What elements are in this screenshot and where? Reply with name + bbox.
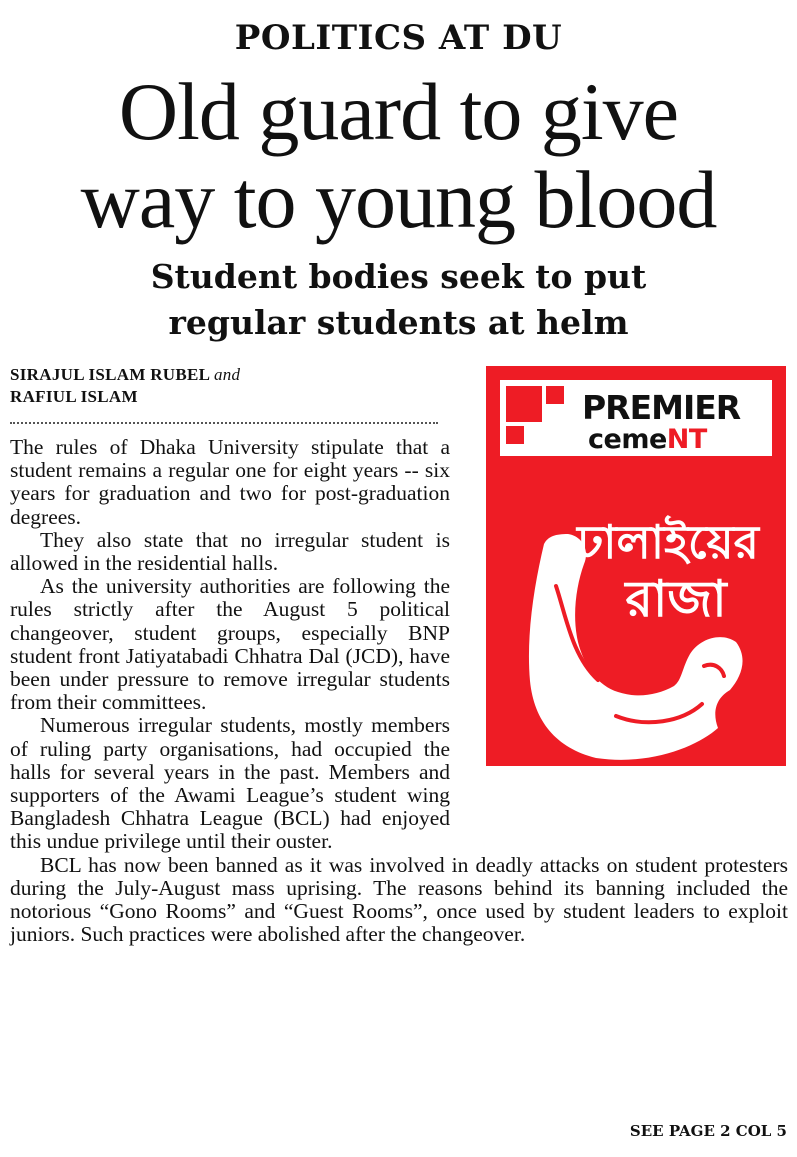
logo-square-large: [506, 386, 542, 422]
logo-square-left: [506, 426, 524, 444]
continuation-note: SEE PAGE 2 COL 5: [629, 1122, 787, 1140]
byline-author-2: RAFIUL ISLAM: [10, 387, 138, 406]
paragraph-5: BCL has now been banned as it was involved in deadly attacks on student protesters during the July-August mass uprising. The reasons behind its banning included the notorious “Gono Rooms” and “Guest Rooms”, once used by student leaders to exploit juniors. Such practices were abolished after the changeover.: [10, 852, 788, 947]
paragraph-4: Numerous irregular students, mostly members of ruling party organisations, had occupied the halls for several years in the past. Members and supporters of the Awami League’s student wing Bangladesh Chhatra League (BCL) had enjoyed this undue privilege until their ouster.: [10, 713, 450, 854]
ad-tagline-line-1: ঢালাইয়ের: [577, 515, 759, 569]
section-kicker: POLITICS AT DU: [234, 18, 563, 58]
headline-line-2: way to young blood: [80, 154, 717, 245]
ad-artwork: [486, 466, 786, 766]
byline: [10, 364, 440, 408]
ad-tagline-line-2: রাজা: [625, 570, 727, 628]
byline-author-1: SIRAJUL ISLAM RUBEL: [10, 365, 210, 384]
paragraph-3: As the university authorities are following the rules strictly after the August 5 political changeover, student groups, especially BNP student front Jatiyatabadi Chhatra Dal (JCD), have been under pressure to remove irregular students from their committees.: [10, 574, 450, 715]
advertisement: [486, 366, 786, 766]
brand-product: [588, 424, 707, 455]
brand-logo: [500, 380, 772, 456]
headline: [0, 68, 797, 244]
paragraph-1: The rules of Dhaka University stipulate that a student remains a regular one for eight years -- six years for graduation and two for post-graduation degrees.: [10, 435, 450, 529]
logo-square-top: [546, 386, 564, 404]
subheadline: [0, 254, 797, 346]
byline-divider: [10, 422, 438, 424]
paragraph-2: They also state that no irregular student is allowed in the residential halls.: [10, 527, 450, 576]
headline-line-1: Old guard to give: [118, 66, 679, 157]
brand-product-main: ceme: [588, 424, 667, 455]
subheadline-line-2: regular students at helm: [168, 303, 629, 342]
brand-product-accent: NT: [666, 424, 707, 455]
brand-name: PREMIER: [582, 388, 741, 427]
byline-conjunction: and: [213, 365, 241, 384]
subheadline-line-1: Student bodies seek to put: [150, 257, 647, 296]
